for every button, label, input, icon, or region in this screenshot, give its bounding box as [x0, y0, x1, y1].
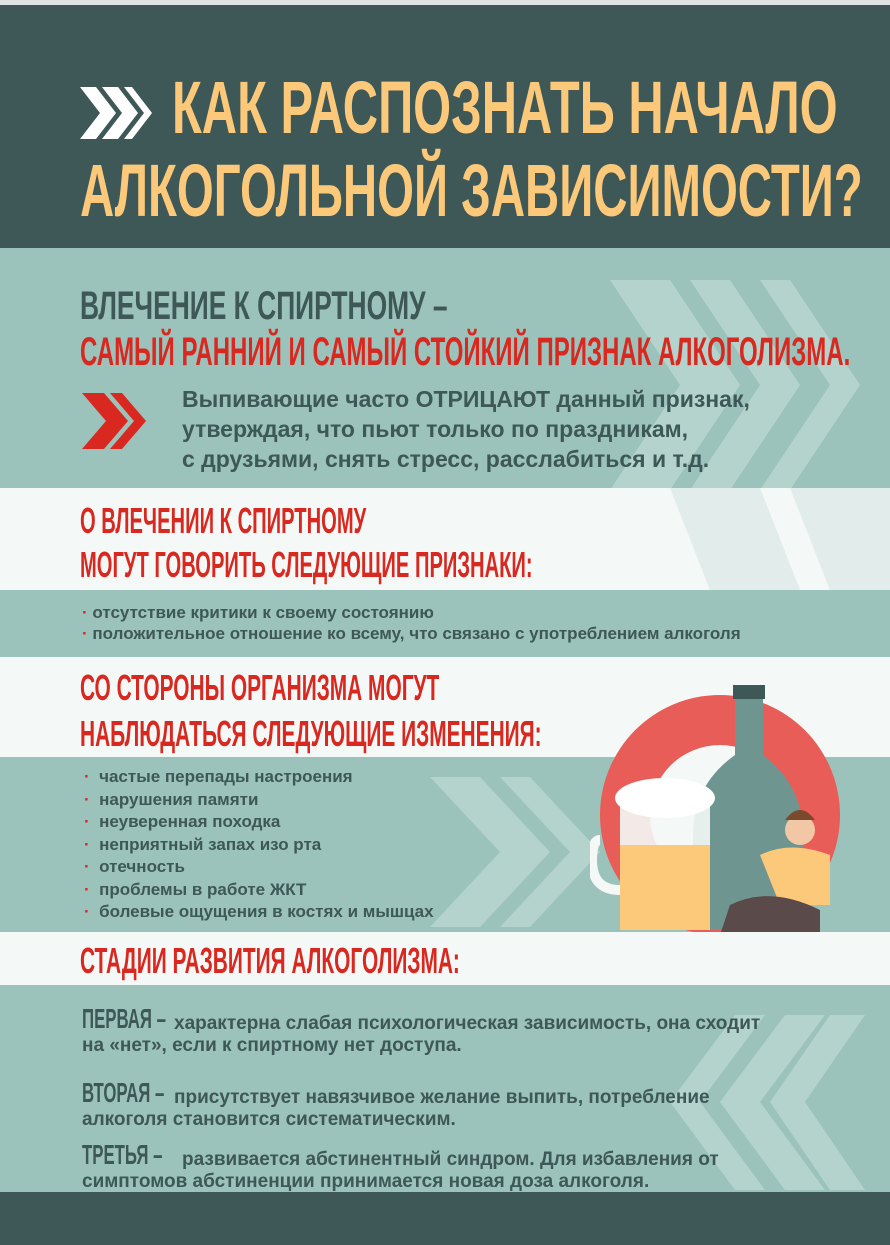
stage-first: ПЕРВАЯ – характерна слабая психологическая зависимость, она сходит на «нет», если к спиртному нет доступа.: [82, 1003, 761, 1056]
list-item: · неприятный запах изо рта: [84, 834, 322, 854]
section2-heading-line-2: МОГУТ ГОВОРИТЬ СЛЕДУЮЩИЕ ПРИЗНАКИ:: [80, 544, 533, 585]
chevrons-icon: [80, 87, 152, 139]
stage-third: ТРЕТЬЯ – развивается абстинентный синдром. Для избавления от симптомов абстиненции принимается новая доза алкоголя.: [82, 1139, 719, 1192]
list-item: · нарушения памяти: [84, 789, 259, 809]
list-item: · проблемы в работе ЖКТ: [84, 879, 307, 899]
section3-heading-line-2: НАБЛЮДАТЬСЯ СЛЕДУЮЩИЕ ИЗМЕНЕНИЯ:: [80, 713, 542, 754]
red-chevrons-icon: [82, 393, 152, 449]
list-item: · положительное отношение ко всему, что связано с употреблением алкоголя: [82, 624, 741, 643]
section1-text-line: Выпивающие часто ОТРИЦАЮТ данный признак,: [182, 386, 750, 412]
section1-subheading: САМЫЙ РАННИЙ И САМЫЙ СТОЙКИЙ ПРИЗНАК АЛКОГОЛИЗМА.: [80, 330, 851, 374]
section-stages-heading: [0, 932, 890, 985]
section1-heading: ВЛЕЧЕНИЕ К СПИРТНОМУ –: [80, 284, 448, 328]
header: [0, 5, 890, 248]
list-item: · отсутствие критики к своему состоянию: [82, 603, 434, 622]
alcohol-illustration: [590, 680, 850, 940]
section1-text-line: утверждая, что пьют только по праздникам,: [182, 416, 689, 442]
section-stages: [0, 985, 890, 1192]
list-item: · неуверенная походка: [84, 812, 281, 831]
section2-heading-line-1: О ВЛЕЧЕНИИ К СПИРТНОМУ: [80, 500, 367, 541]
list-item: · болевые ощущения в костях и мышцах: [84, 902, 434, 921]
title-line-1: КАК РАСПОЗНАТЬ НАЧАЛО: [172, 66, 838, 149]
section-craving: [0, 248, 890, 488]
stage-second: ВТОРАЯ – присутствует навязчивое желание выпить, потребление алкоголя становится систематическим.: [82, 1077, 710, 1130]
section3-heading-line-1: СО СТОРОНЫ ОРГАНИЗМА МОГУТ: [80, 667, 440, 708]
section-signs-list: [0, 590, 890, 657]
section4-heading: СТАДИИ РАЗВИТИЯ АЛКОГОЛИЗМА:: [80, 940, 460, 981]
title-line-2: АЛКОГОЛЬНОЙ ЗАВИСИМОСТИ?: [80, 149, 863, 232]
section-signs-heading: [0, 488, 890, 590]
footer: [0, 1192, 890, 1245]
section1-text-line: с друзьями, снять стресс, расслабиться и т.д.: [182, 446, 710, 472]
list-item: · частые перепады настроения: [84, 767, 353, 786]
list-item: · отечность: [84, 857, 185, 876]
